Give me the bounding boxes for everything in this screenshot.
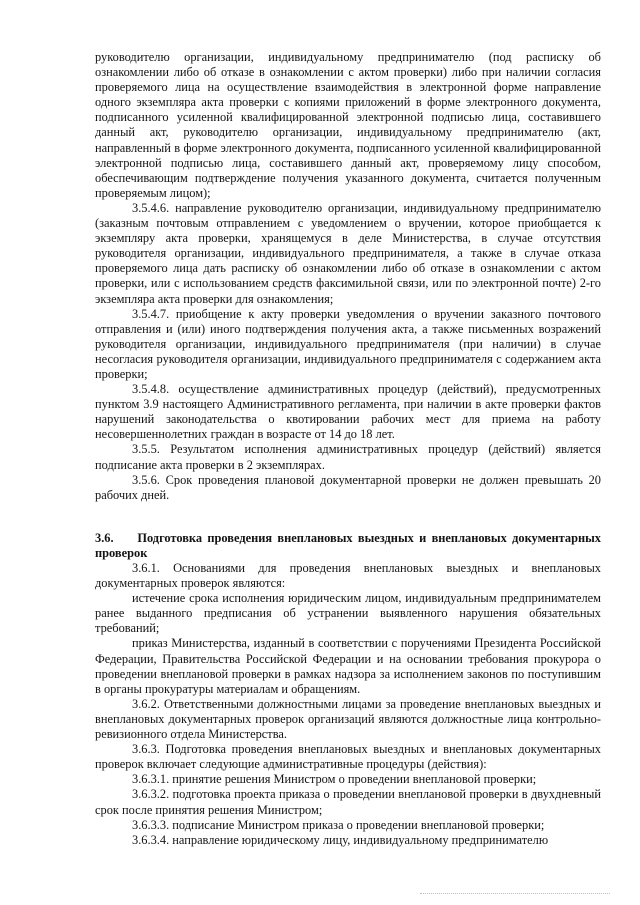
paragraph: 3.5.4.6. направление руководителю организации, индивидуальному предпринимателю (заказным почтовым отправлением с уведомлением о вручении, которое приобщается к экземпляру акта проверки, хранящемуся в деле Министерства, в случае отсутствия руководителя организации, индивидуального предпринимателя, а также в случае отказа проверяемого лица дать расписку об ознакомлении либо об отказе в ознакомлении с актом проверки, или с использованием средств факсимильной связи, или по электронной почте) 2-го экземпляра акта проверки для ознакомления; — [95, 200, 601, 306]
paragraph: 3.6.3. Подготовка проведения внеплановых выездных и внеплановых документарных проверок включает следующие административные процедуры (действия): — [95, 742, 601, 772]
paragraph: 3.5.6. Срок проведения плановой документарной проверки не должен превышать 20 рабочих дней. — [95, 472, 601, 502]
document-page — [95, 50, 601, 848]
document-body-top — [95, 50, 601, 503]
document-body-bottom — [95, 561, 601, 848]
paragraph: руководителю организации, индивидуальному предпринимателю (под расписку об ознакомлении либо об отказе в ознакомлении с актом проверки) либо при наличии согласия проверяемого лица на осуществление взаимодействия в электронной форме направление одного экземпляра акта проверки с копиями приложений в форме электронного документа, подписанного усиленной квалифицированной электронной подписью лица, составившего данный акт, руководителю организации, индивидуальному предпринимателю (акт, направленный в форме электронного документа, подписанного усиленной квалифицированной электронной подписью лица, составившего данный акт, проверяемому лицу способом, обеспечивающим подтверждение получения указанного документа, считается полученным проверяемым лицом); — [95, 50, 601, 200]
paragraph: 3.6.3.4. направление юридическому лицу, индивидуальному предпринимателю — [132, 832, 549, 847]
paragraph: 3.6.3.1. принятие решения Министром о проведении внеплановой проверки; — [132, 772, 537, 787]
paragraph: 3.6.2. Ответственными должностными лицами за проведение внеплановых выездных и внеплановых документарных проверок организаций являются должностные лица контрольно-ревизионного отдела Министерства. — [95, 696, 601, 742]
paragraph: истечение срока исполнения юридическим лицом, индивидуальным предпринимателем ранее выданного предписания об устранении выявленного нарушения обязательных требований; — [95, 591, 601, 636]
paragraph: 3.6.1. Основаниями для проведения внеплановых выездных и внеплановых документарных проверок являются: — [95, 561, 601, 591]
paragraph: 3.5.4.8. осуществление административных процедур (действий), предусмотренных пунктом 3.9 настоящего Административного регламента, при наличии в акте проверки фактов нарушений законодательства о квотировании рабочих мест для приема на работу несовершеннолетних граждан в возрасте от 14 до 18 лет. — [95, 382, 601, 442]
paragraph: приказ Министерства, изданный в соответствии с поручениями Президента Российской Федерации, Правительства Российской Федерации и на основании требования прокурора о проведении внеплановой проверки в рамках надзора за исполнением законов по поступившим в органы прокуратуры материалам и обращениям. — [95, 636, 601, 696]
paragraph: 3.5.5. Результатом исполнения административных процедур (действий) является подписание акта проверки в 2 экземплярах. — [95, 442, 601, 472]
section-heading — [95, 531, 601, 561]
footer-divider — [420, 893, 610, 894]
section-number: 3.6. — [95, 530, 114, 545]
paragraph: 3.6.3.2. подготовка проекта приказа о проведении внеплановой проверки в двухдневный срок после принятия решения Министром; — [95, 787, 601, 817]
section-title: Подготовка проведения внеплановых выездных и внеплановых документарных проверок — [95, 530, 601, 560]
section-gap — [95, 503, 601, 531]
paragraph: 3.5.4.7. приобщение к акту проверки уведомления о вручении заказного почтового отправления и (или) иного подтверждения получения акта, а также письменных возражений руководителя организации, индивидуального предпринимателя (при наличии) в случае несогласия руководителя организации, индивидуального предпринимателя с содержанием акта проверки; — [95, 306, 601, 381]
paragraph: 3.6.3.3. подписание Министром приказа о проведении внеплановой проверки; — [132, 817, 545, 832]
